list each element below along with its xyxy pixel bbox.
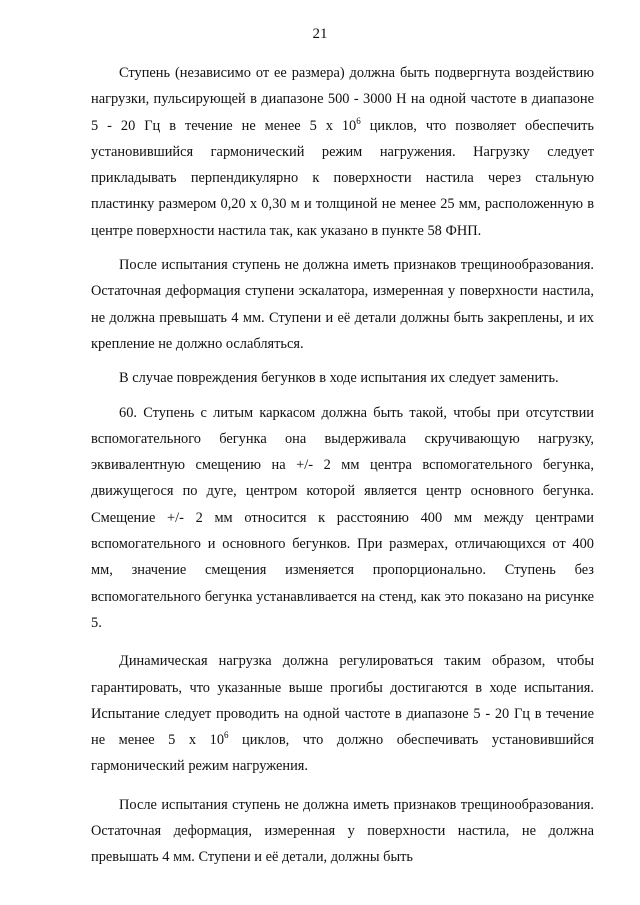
paragraph-clause-60: 60. Ступень с литым каркасом должна быть такой, чтобы при отсутствии вспомогательного бегунка она выдерживала скручивающую нагрузку, эквивалентную смещению на +/- 2 мм центра вспомогательного бегунка, движущегося по дуге, центром которой является центр основного бегунка. Смещение +/- 2 мм относится к расстоянию 400 мм между центрами вспомогательного и основного бегунков. При размерах, отличающихся от 400 мм, значение смещения изменяется пропорционально. Ступень без вспомогательного бегунка устанавливается на стенд, как это показано на рисунке 5. xyxy=(91,404,594,631)
paragraph-roller-replacement: В случае повреждения бегунков в ходе испытания их следует заменить. xyxy=(119,370,559,387)
text-run: Ступень (независимо от ее размера) должна быть подвергнута воздействию нагрузки, пульсирующей в диапазоне 500 - 3000 Н на одной частоте в диапазоне 5 - 20 Гц в течение не менее 5 х 10 xyxy=(91,65,594,134)
document-body xyxy=(91,60,594,871)
text-run: циклов, что позволяет обеспечить установившийся гармонический режим нагружения. Нагрузку следует прикладывать перпендикулярно к поверхности настила через стальную пластинку размером 0,20 х 0,30 м и толщиной не менее 25 мм, расположенную в центре поверхности настила так, как указано в пункте 58 ФНП. xyxy=(91,117,594,239)
page-number: 21 xyxy=(312,26,328,42)
exponent: 6 xyxy=(356,115,361,126)
text-run: циклов, что должно обеспечивать установившийся гармонический режим нагружения. xyxy=(91,732,594,775)
exponent: 6 xyxy=(224,730,229,741)
paragraph-after-test-requirements: После испытания ступень не должна иметь признаков трещинообразования. Остаточная деформация ступени эскалатора, измеренная у поверхности настила, не должна превышать 4 мм. Ступени и её детали должны быть закреплены, и их крепление не должно ослабляться. xyxy=(91,257,594,352)
text-run: Динамическая нагрузка должна регулироваться таким образом, чтобы гарантировать, что указанные выше прогибы достигаются в ходе испытания. Испытание следует проводить на одной частоте в диапазоне 5 - 20 Гц в течение не менее 5 х 10 xyxy=(91,653,594,749)
paragraph-residual-deformation: После испытания ступень не должна иметь признаков трещинообразования. Остаточная деформация, измеренная у поверхности настила, не должна превышать 4 мм. Ступени и её детали, должны быть xyxy=(91,796,594,866)
paragraph-step-load-test xyxy=(91,60,594,244)
paragraph-dynamic-load xyxy=(91,648,594,779)
